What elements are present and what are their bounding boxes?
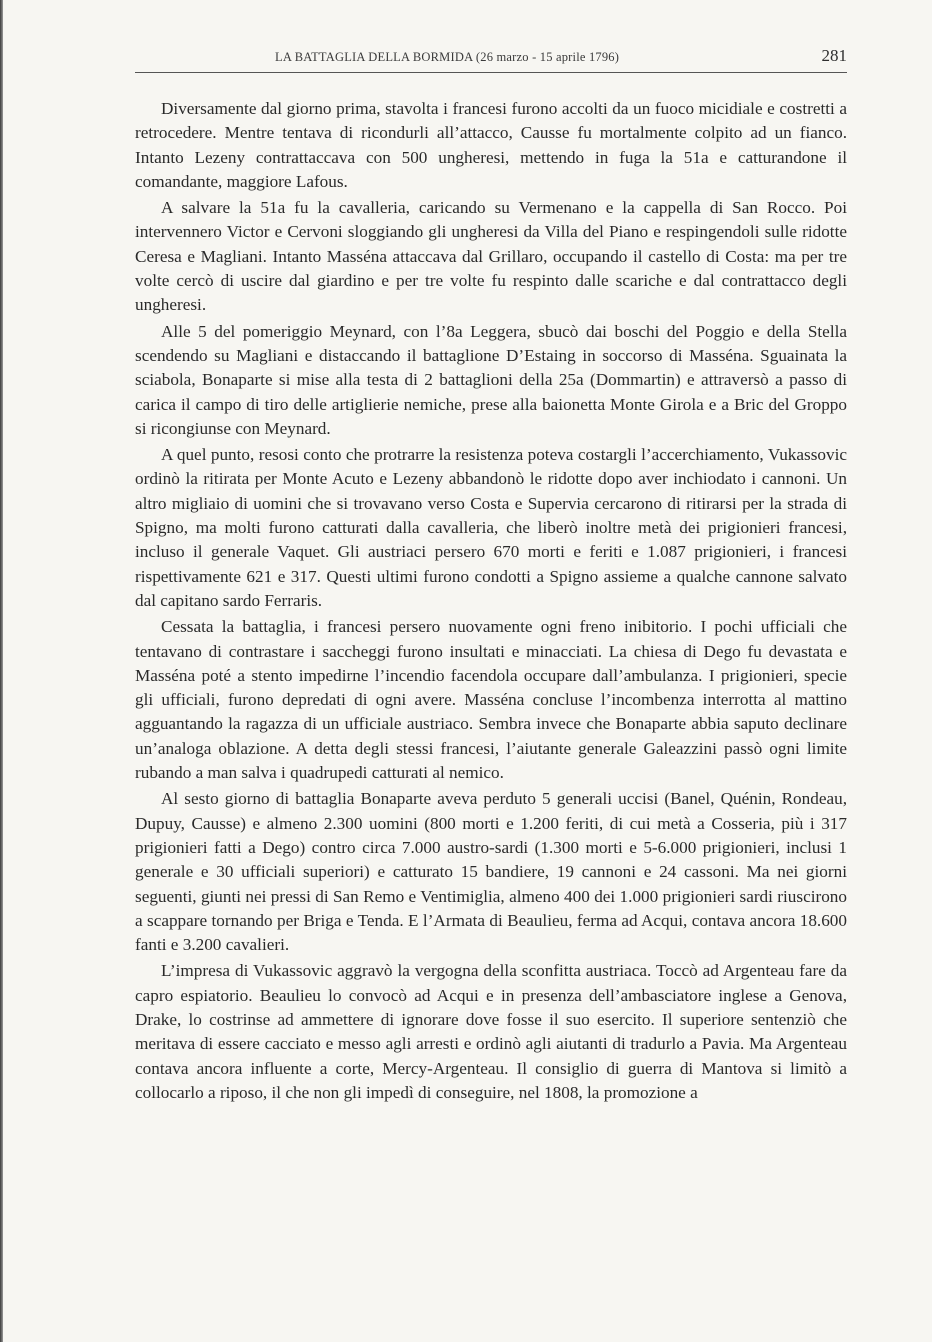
paragraph: A quel punto, resosi conto che protrarre la resistenza poteva costargli l’accerchiamento, Vukassovic ordinò la ritirata per Monte Acuto e Lezeny abbandonò le ridotte dopo aver inchiodato i cannoni. Un altro migliaio di uomini che si trovavano verso Costa e Supervia cercarono di ritirarsi per la strada di Spigno, ma molti furono catturati dalla cavalleria, che liberò inoltre metà dei prigionieri francesi, incluso il generale Vaquet. Gli austriaci persero 670 morti e feriti e 1.087 prigionieri, i francesi rispettivamente 621 e 317. Questi ultimi furono condotti a Spigno assieme a qualche cannone salvato dal capitano sardo Ferraris. [135, 445, 847, 610]
page-number: 281 [821, 46, 847, 65]
paragraph: Alle 5 del pomeriggio Meynard, con l’8a Leggera, sbucò dai boschi del Poggio e della Stella scendendo su Magliani e distaccando il battaglione D’Estaing in soccorso di Masséna. Sguainata la sciabola, Bonaparte si mise alla testa di 2 battaglioni della 25a (Dommartin) e attraversò a passo di carica il campo di tiro delle artiglierie nemiche, prese alla baionetta Monte Girola e a Bric del Groppo si ricongiunse con Meynard. [135, 321, 847, 438]
body-text [135, 97, 847, 1107]
running-title: LA BATTAGLIA DELLA BORMIDA (26 marzo - 15 aprile 1796) [275, 50, 620, 64]
paragraph: L’impresa di Vukassovic aggravò la vergogna della sconfitta austriaca. Toccò ad Argenteau fare da capro espiatorio. Beaulieu lo convocò ad Acqui e in presenza dell’ambasciatore inglese a Genova, Drake, lo costrinse ad ammettere di ignorare dove fosse il suo esercito. Il superiore sentenziò che meritava di essere cacciato e messo agli arresti e ordinò agli aiutanti di tradurlo a Pavia. Ma Argenteau contava ancora influente a corte, Mercy-Argenteau. Il consiglio di guerra di Mantova si limitò a collocarlo a riposo, il che non gli impedì di conseguire, nel 1808, la promozione a [135, 961, 847, 1102]
header-rule [135, 72, 847, 73]
scan-edge [0, 0, 3, 1342]
paragraph: Diversamente dal giorno prima, stavolta i francesi furono accolti da un fuoco micidiale e costretti a retrocedere. Mentre tentava di ricondurli all’attacco, Causse fu mortalmente colpito ad un fianco. Intanto Lezeny contrattaccava con 500 ungheresi, mettendo in fuga la 51a e catturandone il comandante, maggiore Lafous. [135, 99, 847, 191]
running-head [135, 44, 847, 72]
paragraph: Al sesto giorno di battaglia Bonaparte aveva perduto 5 generali uccisi (Banel, Quénin, Rondeau, Dupuy, Causse) e almeno 2.300 uomini (800 morti e 1.200 feriti, di cui metà a Cosseria, più i 317 prigionieri fatti a Dego) contro circa 7.000 austro-sardi (1.300 morti e 5-6.000 prigionieri, inclusi 1 generale e 30 ufficiali superiori) e catturato 15 bandiere, 19 cannoni e 24 cassoni. Ma nei giorni seguenti, giunti nei pressi di San Remo e Ventimiglia, almeno 400 dei 1.000 prigionieri sardi riuscirono a scappare tornando per Briga e Tenda. E l’Armata di Beaulieu, ferma ad Acqui, contava ancora 18.600 fanti e 3.200 cavalieri. [135, 789, 847, 955]
paragraph: A salvare la 51a fu la cavalleria, caricando su Vermenano e la cappella di San Rocco. Poi intervennero Victor e Cervoni sloggiando gli ungheresi da Villa del Piano e respingendoli sulle ridotte Ceresa e Magliani. Intanto Masséna attaccava dal Grillaro, occupando il castello di Costa: ma per tre volte cercò di uscire dal giardino e per tre volte fu respinto dalle scariche e dal contrattacco degli ungheresi. [135, 198, 847, 315]
paragraph: Cessata la battaglia, i francesi persero nuovamente ogni freno inibitorio. I pochi ufficiali che tentavano di contrastare i saccheggi furono insultati e minacciati. La chiesa di Dego fu devastata e Masséna poté a stento impedirne l’incendio facendola occupare dall’ambulanza. I prigionieri, specie gli ufficiali, furono depredati di ogni avere. Masséna concluse l’incombenza interrotta al mattino agguantando la ragazza di un ufficiale austriaco. Sembra invece che Bonaparte abbia saputo declinare un’analoga oblazione. A detta degli stessi francesi, l’aiutante generale Galeazzini passò ogni limite rubando a man salva i quadrupedi catturati al nemico. [135, 617, 847, 783]
